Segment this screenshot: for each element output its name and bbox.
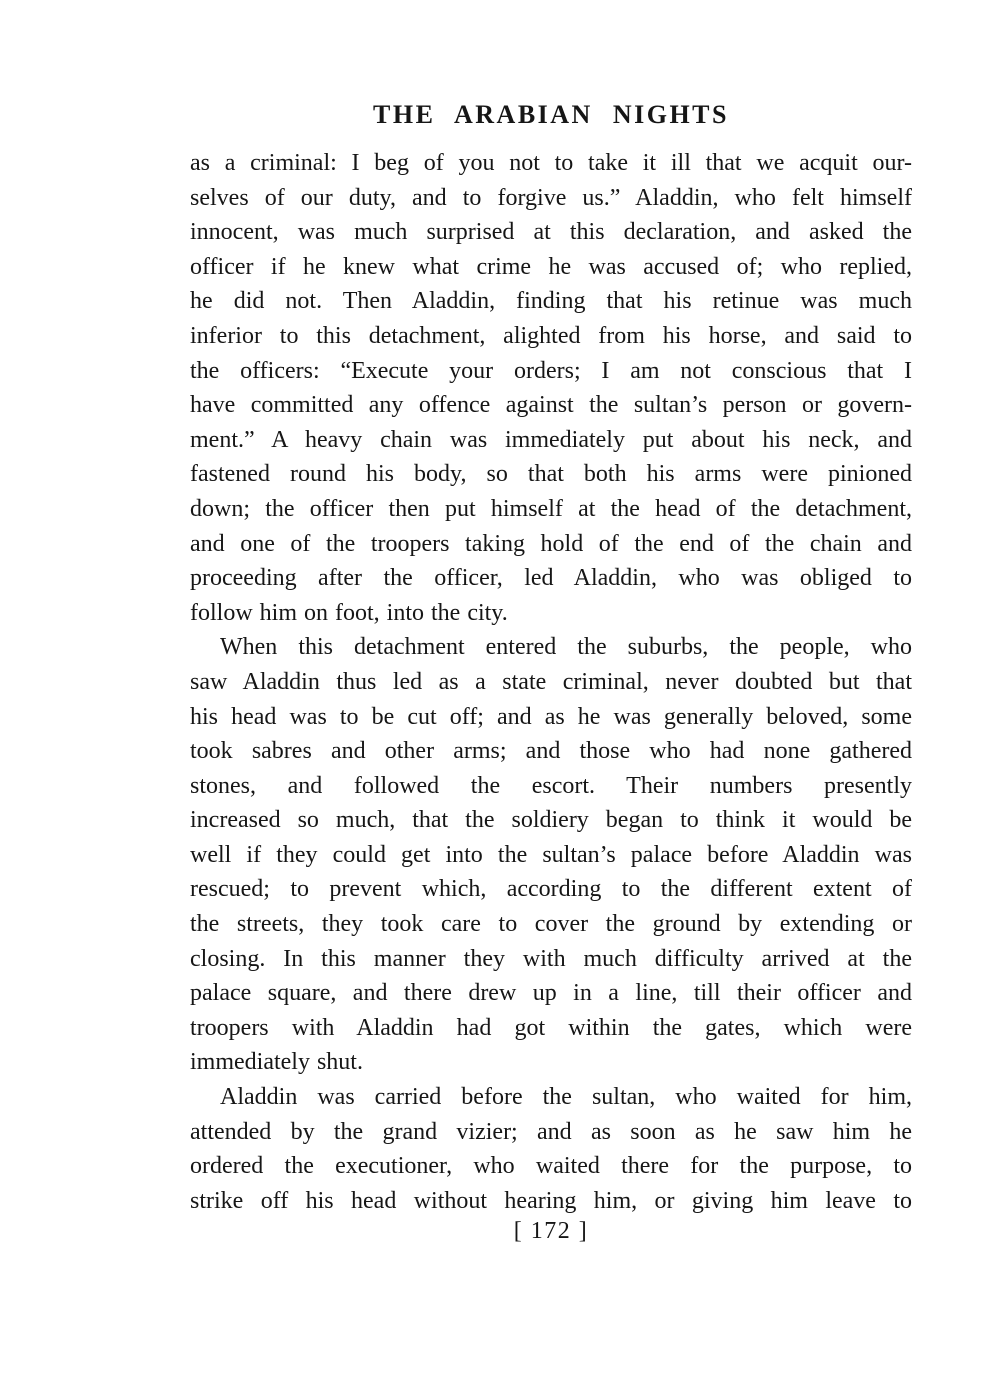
page-body <box>190 146 912 1218</box>
body-line: and one of the troopers taking hold of the end of the chain and <box>190 530 912 557</box>
body-line: innocent, was much surprised at this declaration, and asked the <box>190 219 912 246</box>
running-head: THE ARABIAN NIGHTS <box>373 100 729 129</box>
body-line: down; the officer then put himself at the head of the detachment, <box>190 495 912 522</box>
body-line: ment.” A heavy chain was immediately put about his neck, and <box>190 426 912 453</box>
paragraph-3 <box>190 1080 912 1218</box>
paragraph-2 <box>190 630 912 1080</box>
body-line: the officers: “Execute your orders; I am not conscious that I <box>190 357 912 384</box>
body-line: fastened round his body, so that both his arms were pinioned <box>190 461 912 488</box>
body-line: his head was to be cut off; and as he was generally beloved, some <box>190 703 912 730</box>
body-line: ordered the executioner, who waited there for the purpose, to <box>190 1153 912 1180</box>
page-number: [ 172 ] <box>513 1218 589 1244</box>
body-line: closing. In this manner they with much difficulty arrived at the <box>190 945 912 972</box>
body-line: follow him on foot, into the city. <box>190 599 508 626</box>
body-line: took sabres and other arms; and those who had none gathered <box>190 738 912 765</box>
body-line: have committed any offence against the sultan’s person or govern- <box>190 392 912 419</box>
body-line: When this detachment entered the suburbs, the people, who <box>220 634 912 661</box>
body-line: inferior to this detachment, alighted from his horse, and said to <box>190 322 912 349</box>
body-line: attended by the grand vizier; and as soon as he saw him he <box>190 1118 912 1145</box>
body-line: rescued; to prevent which, according to the different extent of <box>190 876 912 903</box>
body-line: proceeding after the officer, led Aladdin, who was obliged to <box>190 565 912 592</box>
body-line: saw Aladdin thus led as a state criminal, never doubted but that <box>190 668 912 695</box>
body-line: officer if he knew what crime he was accused of; who replied, <box>190 253 912 280</box>
paragraph-1 <box>190 146 912 630</box>
body-line: as a criminal: I beg of you not to take it ill that we acquit our- <box>190 150 912 176</box>
body-line: selves of our duty, and to forgive us.” Aladdin, who felt himself <box>190 184 912 211</box>
body-line: he did not. Then Aladdin, finding that his retinue was much <box>190 288 912 315</box>
body-line: well if they could get into the sultan’s palace before Aladdin was <box>190 841 912 868</box>
body-line: troopers with Aladdin had got within the gates, which were <box>190 1014 912 1041</box>
body-line: palace square, and there drew up in a line, till their officer and <box>190 980 912 1007</box>
body-line: Aladdin was carried before the sultan, who waited for him, <box>220 1084 912 1111</box>
body-line: immediately shut. <box>190 1049 363 1076</box>
body-line: stones, and followed the escort. Their numbers presently <box>190 772 912 799</box>
body-line: strike off his head without hearing him, or giving him leave to <box>190 1187 912 1214</box>
body-line: increased so much, that the soldiery began to think it would be <box>190 807 912 834</box>
body-line: the streets, they took care to cover the ground by extending or <box>190 911 912 938</box>
